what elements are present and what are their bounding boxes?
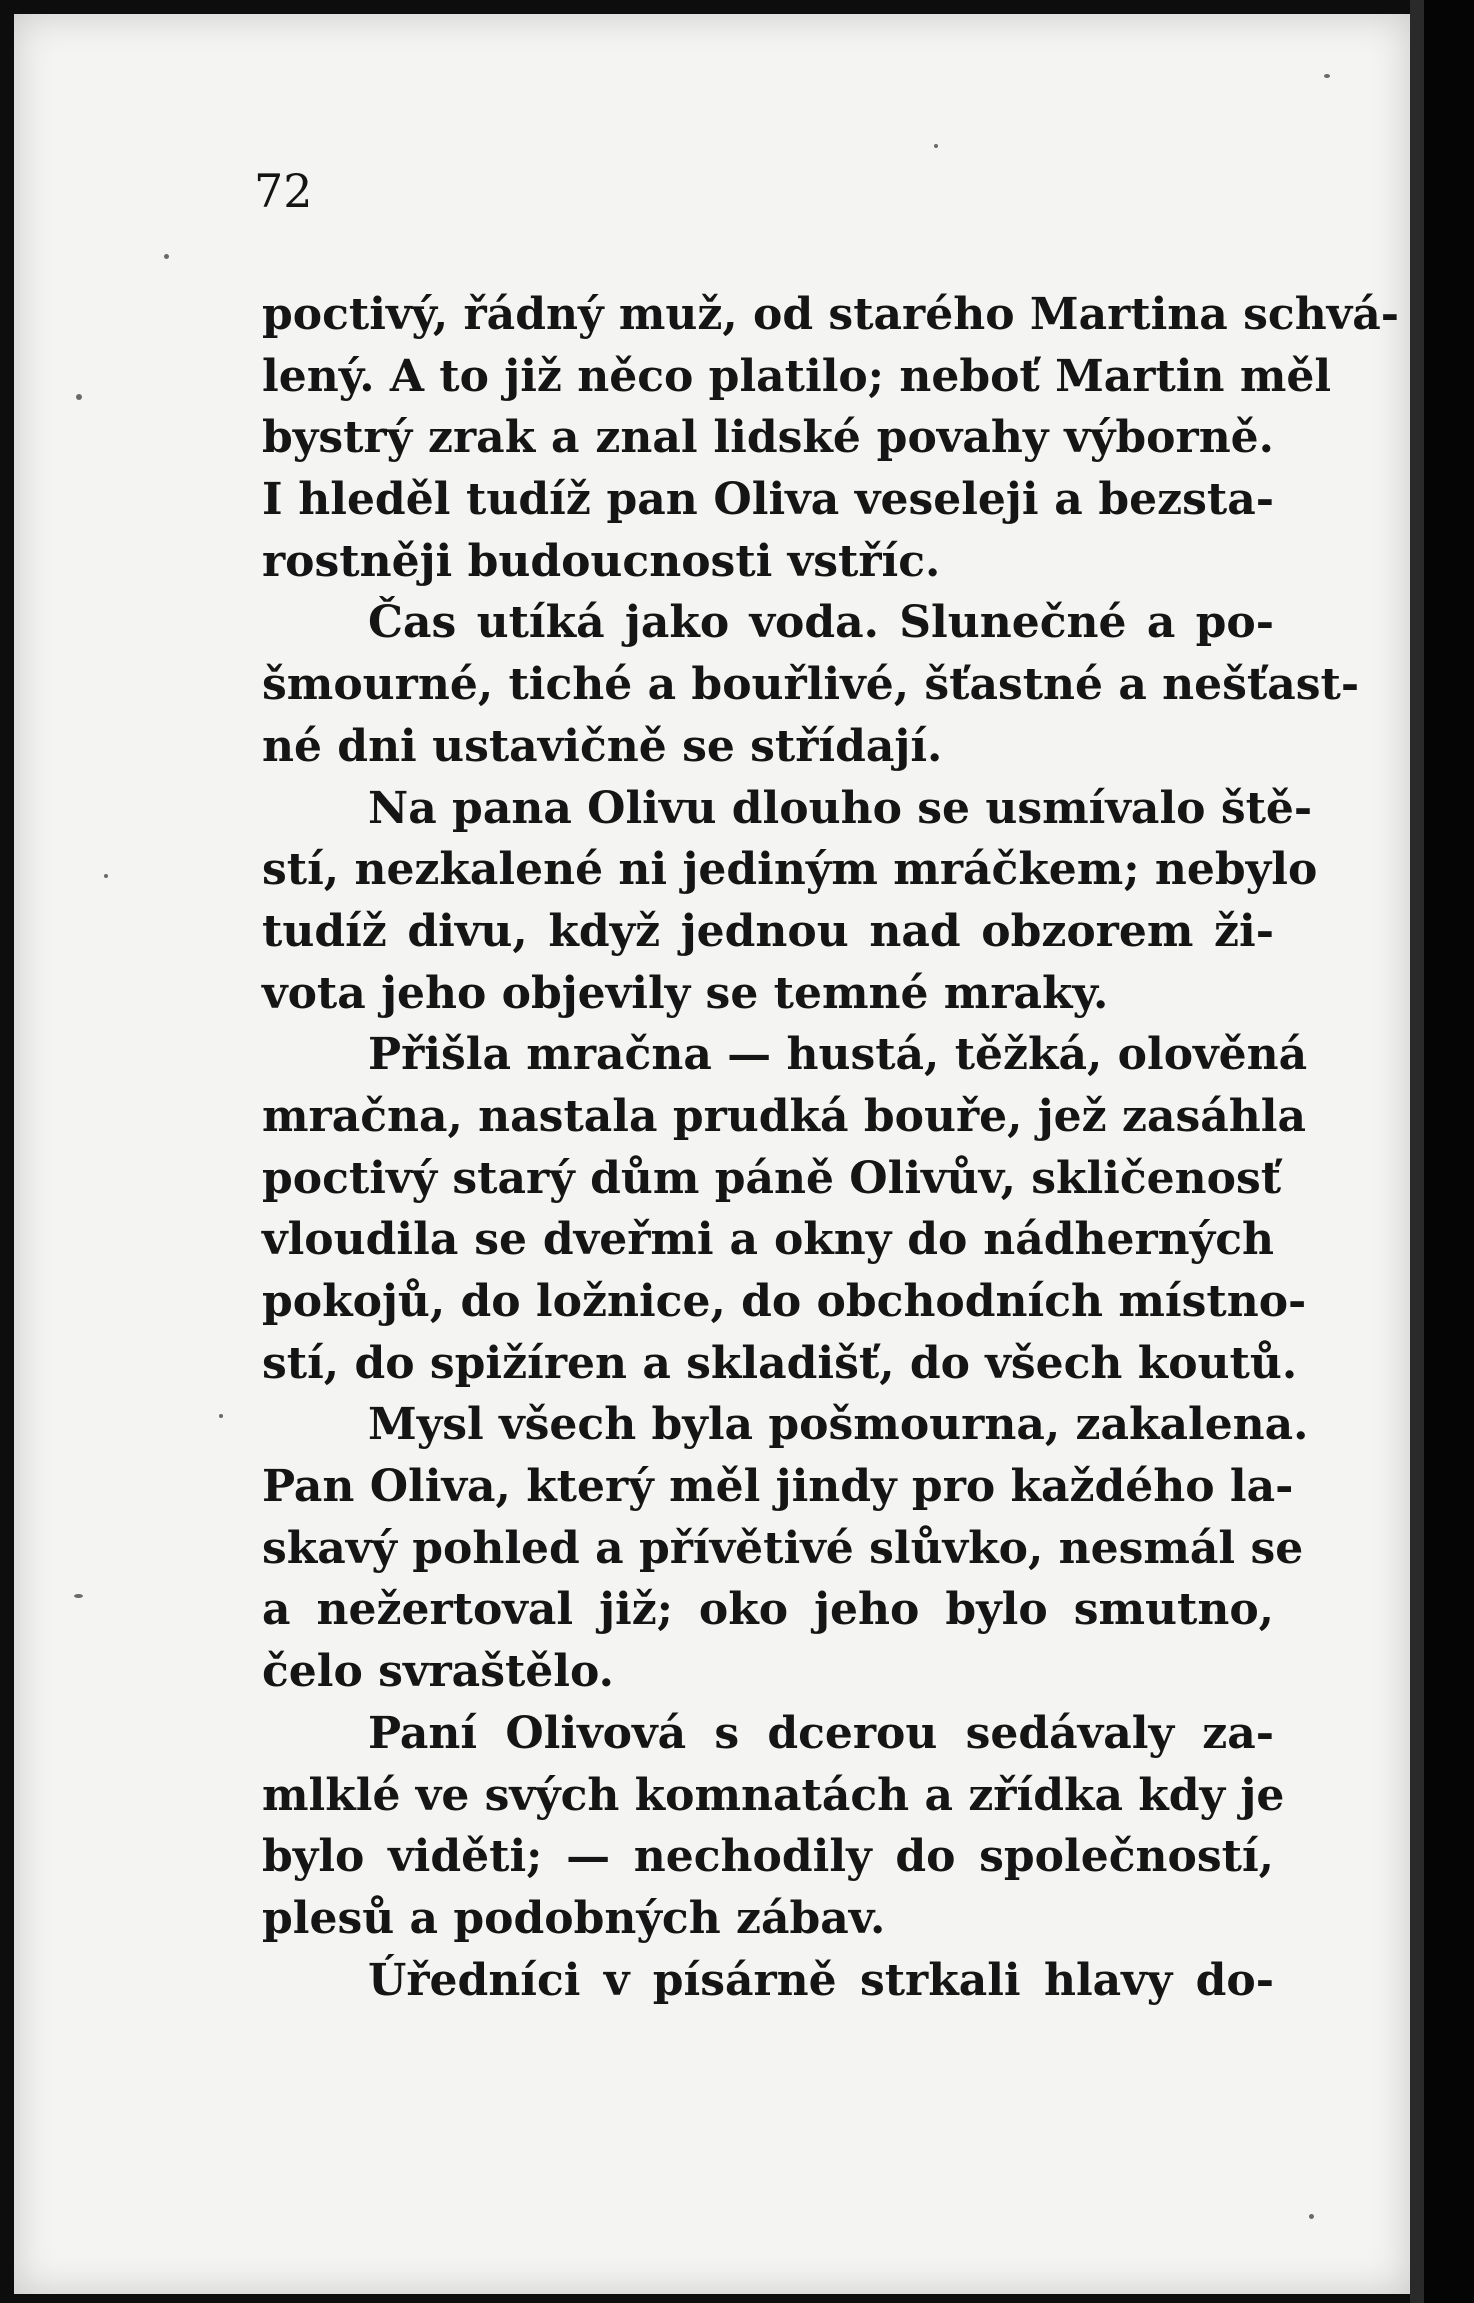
print-speck [219,1414,223,1418]
text-line: Přišla mračna — hustá, těžká, olověná [368,1029,1308,1081]
text-line: vloudila se dveřmi a okny do nádherných [262,1214,1274,1266]
text-line: čelo svraštělo. [262,1646,614,1698]
print-speck [76,394,82,400]
text-line: Mysl všech byla pošmourna, zakalena. [368,1399,1309,1451]
text-line: stí, do spižíren a skladišť, do všech koutů. [262,1337,1298,1389]
text-line: stí, nezkalené ni jediným mráčkem; nebylo [262,844,1318,896]
body-text [262,284,1400,2011]
text-line: pokojů, do ložnice, do obchodních místno- [262,1276,1307,1327]
paper-page [14,14,1410,2294]
text-line: lený. A to již něco platilo; neboť Martin měl [262,350,1332,402]
text-line: plesů a podobných zábav. [262,1892,886,1944]
print-speck [74,1594,83,1598]
text-line: Pan Oliva, který měl jindy pro každého la- [262,1461,1294,1513]
text-line: rostněji budoucnosti vstříc. [262,535,941,587]
print-speck [1324,74,1330,78]
text-line: Úředníci v písárně strkali hlavy do- [368,1954,1274,2006]
text-line: mračna, nastala prudká bouře, jež zasáhla [262,1090,1306,1142]
text-line: poctivý starý dům páně Olivův, skličenosť [262,1152,1282,1204]
book-spine [1424,0,1474,2303]
page-number: 72 [254,164,313,218]
text-line: poctivý, řádný muž, od starého Martina schvá- [262,289,1400,340]
print-speck [1309,2214,1314,2219]
text-line: šmourné, tiché a bouřlivé, šťastné a nešťast- [262,659,1360,711]
text-line: Čas utíká jako voda. Slunečné a po- [368,597,1274,649]
text-line: bystrý zrak a znal lidské povahy výborně. [262,412,1274,464]
text-line: mlklé ve svých komnatách a zřídka kdy je [262,1769,1285,1821]
print-speck [104,874,108,878]
print-speck [164,254,169,259]
text-line: tudíž divu, když jednou nad obzorem ži- [262,905,1274,957]
text-line: Na pana Olivu dlouho se usmívalo ště- [368,782,1313,834]
text-line: bylo viděti; — nechodily do společností, [262,1831,1274,1883]
text-line: Paní Olivová s dcerou sedávaly za- [368,1707,1274,1759]
text-line: skavý pohled a přívětivé slůvko, nesmál se [262,1522,1304,1574]
text-line: a nežertoval již; oko jeho bylo smutno, [262,1584,1274,1636]
text-line: I hleděl tudíž pan Oliva veseleji a bezsta- [262,474,1274,526]
page-edge-shadow [1410,0,1424,2303]
text-line: né dni ustavičně se střídají. [262,720,943,772]
text-line: vota jeho objevily se temné mraky. [262,967,1109,1019]
print-speck [934,144,938,148]
